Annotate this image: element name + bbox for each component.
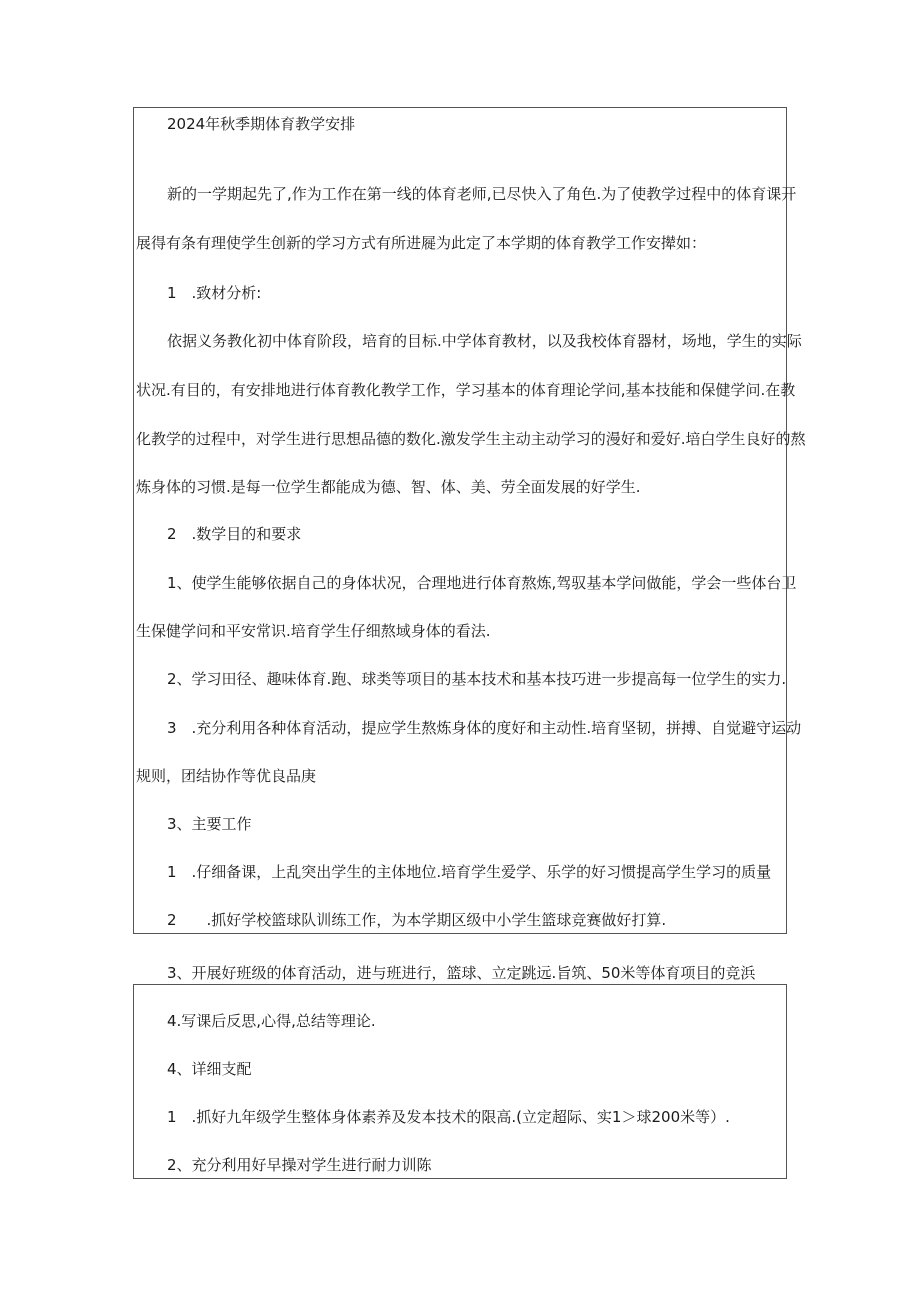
section-3-item: 1 .仔细备课，上乱突出学生的主体地位.培育学生爱学、乐学的好习惯提高学生学习的质量 [167, 863, 772, 881]
section-1-line: 炼身体的习惯.是每一位学生都能成为德、智、体、美、劳全面发展的好学生. [136, 478, 641, 496]
section-2-line: 2、学习田径、趣味体育.跑、球类等项目的基本技术和基本技巧进一步提高每一位学生的实力. [167, 670, 787, 688]
section-3-item: 2 .抓好学校篮球队训练工作，为本学期区级中小学生篮球竞赛做好打算. [167, 911, 667, 929]
intro-line: 新的一学期起先了,作为工作在第一线的体育老师,已尽快入了角色.为了使教学过程中的体育课开 [167, 185, 797, 203]
section-2-heading: 2 .数学目的和要求 [167, 525, 302, 543]
section-3-item: 4.写课后反思,心得,总结等理论. [167, 1012, 376, 1030]
section-1-heading: 1 .致材分析: [167, 284, 262, 302]
section-1-line: 状况.有目的，有安排地进行体育教化教学工作，学习基本的体育理论学问,基本技能和保健学问.在教 [136, 381, 796, 399]
document-title: 2024年秋季期体育教学安排 [167, 115, 356, 133]
section-2-line: 生保健学问和平安常识.培育学生仔细熬域身体的看法. [136, 622, 491, 640]
section-3-heading: 3、主要工作 [167, 815, 252, 833]
section-2-line: 规则，团结协作等优良品庚 [136, 767, 317, 785]
section-1-line: 化教学的过程中，对学生进行思想品德的数化.激发学生主动主动学习的漫好和爱好.培白学生良好的熬 [136, 430, 806, 448]
page-frame-upper [133, 107, 787, 934]
intro-line: 展得有条有理使学生创新的学习方式有所进屣为此定了本学期的体育教学工作安撵如： [136, 234, 707, 252]
section-2-line: 1、使学生能够依据自己的身体状况，合理地进行体育熬炼,驾驭基本学问做能，学会一些体台卫 [167, 574, 797, 592]
section-2-line: 3 .充分利用各种体育活动，提应学生熬炼身体的度好和主动性.培育坚韧，拼搏、自觉避守运动 [167, 719, 802, 737]
section-1-line: 依据义务教化初中体育阶段，培育的目标.中学体育教材，以及我校体育器材，场地，学生的实际 [167, 332, 802, 350]
section-4-heading: 4、详细支配 [167, 1060, 252, 1078]
section-4-item: 2、充分利用好早操对学生进行耐力训陈 [167, 1156, 432, 1174]
section-3-item: 3、开展好班级的体育活动，进与班进行，篮球、立定跳远.旨筑、50米等体育项目的竞浜 [167, 964, 756, 982]
section-4-item: 1 .抓好九年级学生整体身体素养及发本技术的限高.(立定超际、实1＞球200米等）. [167, 1108, 730, 1126]
